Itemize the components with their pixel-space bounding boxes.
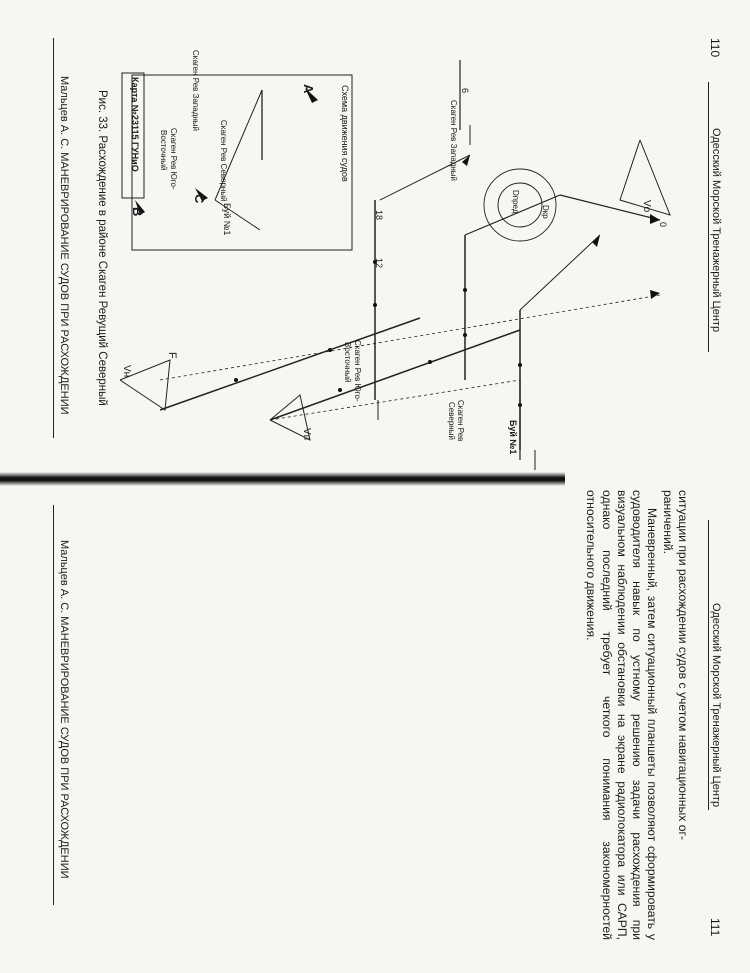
right-header-rule <box>708 520 709 810</box>
mark-6-a: 6 <box>460 88 470 94</box>
chart-label: Карта №23115 ГУНиО <box>130 77 140 172</box>
left-page-number: 110 <box>708 38 722 58</box>
right-page-header: Одесский Морской Тренажерный Центр <box>710 603 722 808</box>
track-dot-2 <box>373 303 377 307</box>
dashed-line-2 <box>270 380 520 420</box>
label-skagen-se-3: Скаген Рев Юго- <box>353 340 362 402</box>
label-skagen-north-2: Скаген Рев <box>456 400 465 442</box>
track-dot-4 <box>463 333 467 337</box>
vel-vn-label: Vн <box>121 365 132 378</box>
mark-18-a: 18 <box>374 210 384 221</box>
track-dot-7 <box>234 378 238 382</box>
paragraph-1-line-1: ситуации при расхождении судов с учетом навигационных ог- <box>676 490 690 841</box>
track-line-4 <box>160 318 420 410</box>
label-buoy-2: Буй №1 <box>508 420 518 455</box>
paragraph-2: Маневренный, затем ситуационный планшеты позволяют сформировать у судоводителя навык по устному решению задачи расхождения при визуальном наблюдении обстановки на экране радиолокатора или САРП, однако последний требует четкого понимания закономерностей относительного движения. <box>584 490 660 940</box>
ship-a-label: A <box>301 84 316 94</box>
vel-vp-label: Vп <box>301 428 312 441</box>
mark-12-a: 12 <box>374 258 384 269</box>
d-kp-label: Dкр <box>541 205 550 219</box>
ship-b-label: B <box>130 207 145 217</box>
mark-0-a: 0 <box>658 222 668 228</box>
label-skagen-se-1: Скаген Рев Юго- <box>169 128 178 190</box>
track-dot-10 <box>428 360 432 364</box>
track-dot-9 <box>338 388 342 392</box>
arrowhead-3 <box>592 235 600 247</box>
right-page-number: 111 <box>708 918 722 937</box>
ship-c-label: C <box>192 194 207 204</box>
track-dot-3 <box>463 288 467 292</box>
arrowhead-1 <box>650 290 660 299</box>
buoy-label: Буй №1 <box>222 203 232 236</box>
left-page-footer: Мальцев А. С. МАНЕВРИРОВАНИЕ СУДОВ ПРИ РАСХОЖДЕНИИ <box>58 76 70 415</box>
label-skagen-north: Скаген Рев Северный <box>219 120 228 202</box>
label-skagen-se-4: Восточный <box>343 342 352 383</box>
label-skagen-west: Скаген Рев Западный <box>191 50 200 132</box>
track-line-8 <box>520 235 600 310</box>
legend-title: Схема движения судов <box>340 85 350 182</box>
right-page-footer: Мальцев А. С. МАНЕВРИРОВАНИЕ СУДОВ ПРИ РАСХОЖДЕНИИ <box>58 540 70 879</box>
left-page-header: Одесский Морской Тренажерный Центр <box>710 128 722 333</box>
paragraph-1-line-2: раничений. <box>660 490 675 554</box>
dashed-line-1 <box>160 295 660 383</box>
track-dot-8 <box>328 348 332 352</box>
track-dot-5 <box>518 363 522 367</box>
label-skagen-se-2: Восточный <box>159 130 168 171</box>
track-dot-6 <box>518 403 522 407</box>
label-skagen-north-3: Северный <box>447 402 456 440</box>
binding-shadow <box>0 472 565 486</box>
track-line-5 <box>270 330 520 420</box>
label-skagen-west-2: Скаген Рев Западный <box>449 100 458 182</box>
vel-vo-label: Vо <box>641 200 652 213</box>
d-pred-label: Dпред <box>511 190 520 214</box>
figure-caption: Рис. 33. Расхождение в районе Скаген Ревущий Северный <box>96 90 108 406</box>
right-page-body <box>583 490 690 940</box>
right-footer-rule <box>53 505 54 905</box>
point-f-label: F <box>166 352 178 359</box>
